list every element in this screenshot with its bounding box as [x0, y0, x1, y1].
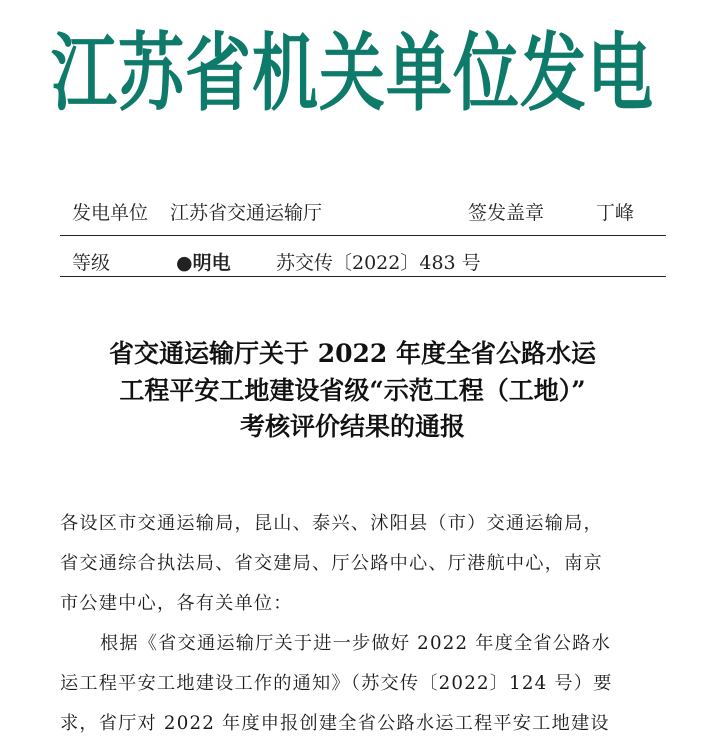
signer-label: 签发盖章: [468, 202, 545, 224]
header-row-sender: [60, 198, 666, 228]
level-value: ●明电: [176, 252, 231, 274]
paragraph-line-2: 运工程平安工地建设工作的通知》（苏交传〔2022〕124 号）要: [60, 673, 613, 694]
header-rule-bottom: [60, 276, 666, 277]
sender-label: 发电单位: [72, 202, 149, 224]
sender-value: 江苏省交通运输厅: [170, 202, 323, 224]
header-rule-top: [60, 235, 666, 236]
header-row-level: [60, 248, 666, 278]
paragraph-line-3: 求，省厅对 2022 年度申报创建全省公路水运工程平安工地建设: [60, 713, 610, 734]
title-line-3: 考核评价结果的通报: [239, 412, 465, 441]
addressee-line-3: 市公建中心，各有关单位：: [60, 593, 293, 614]
document-body: [60, 504, 650, 744]
addressee-line-1: 各设区市交通运输局，昆山、泰兴、沭阳县（市）交通运输局，: [60, 513, 603, 534]
addressee-line-2: 省交通综合执法局、省交建局、厅公路中心、厅港航中心，南京: [60, 553, 603, 574]
document-number: 苏交传〔2022〕483 号: [276, 252, 481, 274]
level-label: 等级: [72, 252, 111, 274]
title-line-1: 省交通运输厅关于 2022 年度全省公路水运: [109, 339, 596, 368]
document-title: [0, 336, 705, 446]
banner-title: 江苏省机关单位发电: [51, 23, 654, 124]
title-line-2: 工程平安工地建设省级“示范工程（工地）”: [119, 375, 586, 405]
signer-name: 丁峰: [596, 202, 635, 224]
paragraph-line-1: 根据《省交通运输厅关于进一步做好 2022 年度全省公路水: [100, 633, 611, 654]
